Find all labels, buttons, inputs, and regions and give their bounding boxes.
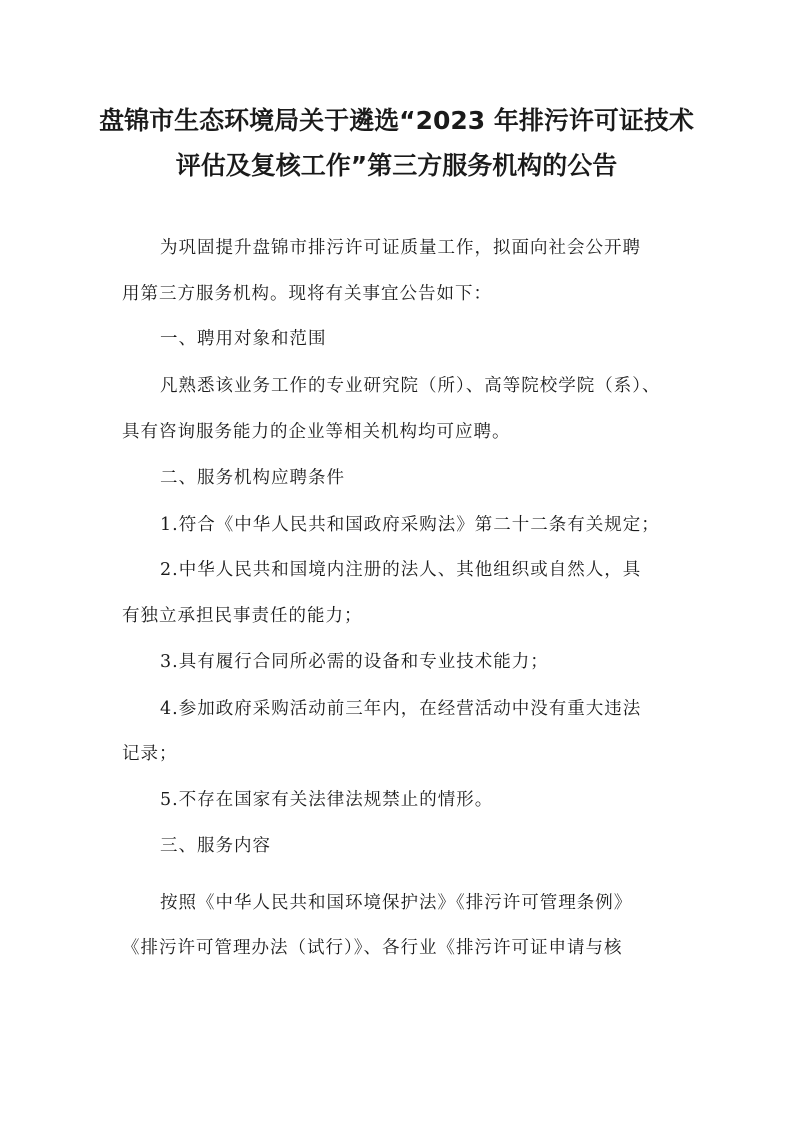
- condition-item-1: 1.符合《中华人民共和国政府采购法》第二十二条有关规定；: [160, 515, 660, 535]
- section-heading-3: 三、服务内容: [160, 836, 271, 856]
- section-heading-2: 二、服务机构应聘条件: [160, 468, 345, 488]
- title-line-1: 盘锦市生态环境局关于遴选“2023 年排污许可证技术: [99, 106, 694, 135]
- paragraph-intro-line-1: 为巩固提升盘锦市排污许可证质量工作，拟面向社会公开聘: [160, 238, 641, 258]
- condition-item-4-line-2: 记录；: [122, 744, 178, 764]
- paragraph-content-line-2: 《排污许可管理办法（试行）》、各行业《排污许可证申请与核: [122, 938, 623, 958]
- paragraph-content-line-1: 按照《中华人民共和国环境保护法》《排污许可管理条例》: [160, 893, 633, 913]
- section-heading-1: 一、聘用对象和范围: [160, 329, 327, 349]
- paragraph-intro-line-2: 用第三方服务机构。现将有关事宜公告如下：: [122, 284, 492, 304]
- title-line-2: 评估及复核工作”第三方服务机构的公告: [175, 151, 618, 180]
- condition-item-3: 3.具有履行合同所必需的设备和专业技术能力；: [160, 652, 549, 672]
- paragraph-scope-line-2: 具有咨询服务能力的企业等相关机构均可应聘。: [122, 422, 511, 442]
- condition-item-4-line-1: 4.参加政府采购活动前三年内，在经营活动中没有重大违法: [160, 699, 642, 719]
- condition-item-5: 5.不存在国家有关法律法规禁止的情形。: [160, 790, 494, 810]
- paragraph-scope-line-1: 凡熟悉该业务工作的专业研究院（所）、高等院校学院（系）、: [160, 376, 661, 396]
- condition-item-2-line-2: 有独立承担民事责任的能力；: [122, 606, 363, 626]
- condition-item-2-line-1: 2.中华人民共和国境内注册的法人、其他组织或自然人，具: [160, 560, 642, 580]
